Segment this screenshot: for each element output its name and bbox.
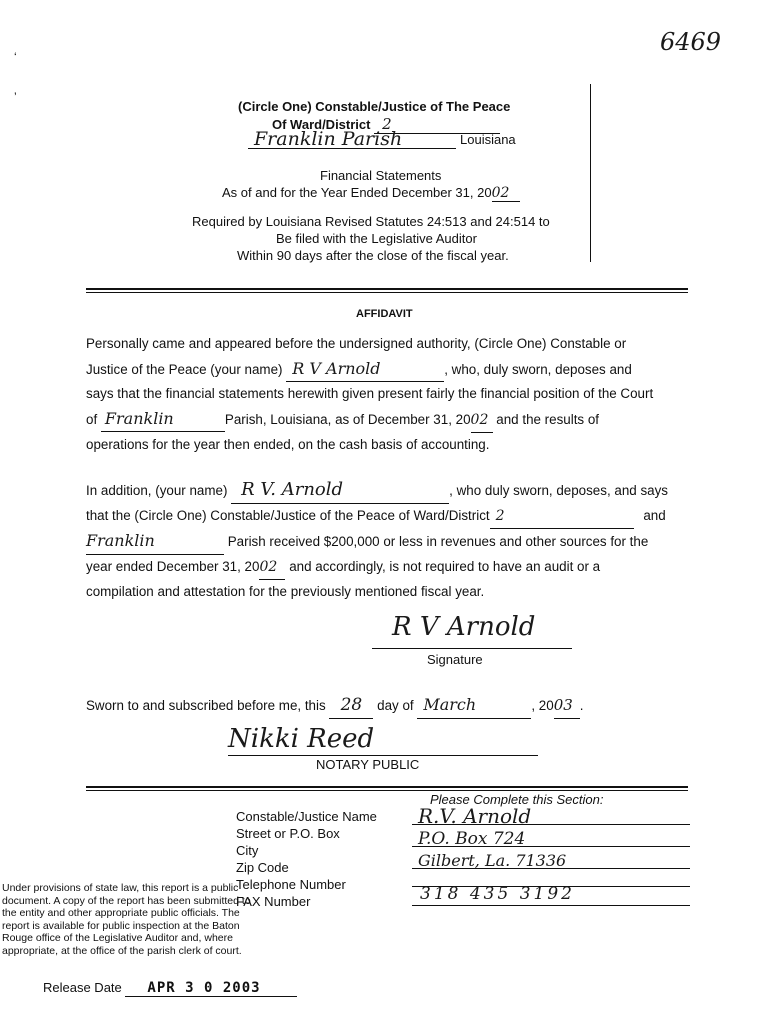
ward-value: 2 <box>374 115 500 134</box>
notary-signature: Nikki Reed <box>228 724 375 754</box>
divider-top <box>86 288 688 290</box>
parish-line <box>248 128 456 149</box>
p1-line-1: Personally came and appeared before the undersigned authority, (Circle One) Constable or <box>86 336 627 351</box>
label-name: Constable/Justice Name <box>236 809 377 824</box>
p2-line-5: compilation and attestation for the previously mentioned fiscal year. <box>86 584 485 599</box>
p1-year-value: 02 <box>471 408 493 434</box>
statute-line-2: Be filed with the Legislative Auditor <box>276 231 477 246</box>
notary-label: NOTARY PUBLIC <box>316 757 420 772</box>
signature-value: R V Arnold <box>392 612 536 642</box>
affidavit-paragraph-2 <box>86 478 696 605</box>
p1-line-5: operations for the year then ended, on the cash basis of accounting. <box>86 437 490 452</box>
p2-parish-value: Franklin <box>86 529 224 555</box>
p1-parish-value: Franklin <box>101 407 225 433</box>
value-street: P.O. Box 724 <box>418 829 526 849</box>
sworn-year-value: 03 <box>554 693 580 719</box>
label-street: Street or P.O. Box <box>236 826 340 841</box>
divider-bottom-thin <box>86 790 688 791</box>
affidavit-paragraph-1 <box>86 332 696 458</box>
state-label: Louisiana <box>460 132 516 147</box>
contact-heading: Please Complete this Section: <box>430 792 604 807</box>
signature-label: Signature <box>427 652 483 667</box>
divider-top-thin <box>86 292 688 293</box>
notary-line <box>228 755 538 756</box>
p2-line-2: that the (Circle One) Constable/Justice of the Peace of Ward/District 2 and <box>86 504 696 530</box>
p2-line-4: year ended December 31, 2002 and accordingly, is not required to have an audit or a <box>86 555 696 581</box>
header-bracket <box>590 84 591 262</box>
public-document-note <box>2 882 302 957</box>
release-date-value: APR 3 0 2003 <box>125 980 297 997</box>
note-line-2: document. A copy of the report has been submitted to <box>2 894 251 907</box>
p2-name-value: R V. Arnold <box>231 478 449 504</box>
p1-line-2: Justice of the Peace (your name) R V Arnold , who, duly sworn, deposes and <box>86 357 696 383</box>
statute-line-1: Required by Louisiana Revised Statutes 24:513 and 24:514 to <box>192 214 550 229</box>
scan-mark: ‘ <box>14 50 17 64</box>
release-date-row <box>43 980 297 997</box>
fs-title: Financial Statements <box>320 168 442 183</box>
release-date-label: Release Date <box>43 980 122 995</box>
label-zip: Zip Code <box>236 860 289 875</box>
value-city: Gilbert, La. 71336 <box>418 851 567 870</box>
scan-mark: ’ <box>14 90 17 104</box>
parish-value: Franklin Parish <box>254 128 403 150</box>
note-line-6: appropriate, at the office of the parish clerk of court. <box>2 944 242 957</box>
p2-line-1: In addition, (your name) R V. Arnold , who duly sworn, deposes, and says <box>86 478 696 504</box>
p1-name-value: R V Arnold <box>286 357 444 383</box>
note-line-4: report is available for public inspection at the Baton <box>2 919 240 932</box>
fs-year-line: As of and for the Year Ended December 31, 2002 <box>222 185 520 202</box>
sworn-day-value: 28 <box>329 693 373 719</box>
note-line-5: Rouge office of the Legislative Auditor and, where <box>2 932 233 944</box>
value-name: R.V. Arnold <box>418 804 532 828</box>
value-line-telephone <box>412 905 690 906</box>
document-number: 6469 <box>660 28 722 56</box>
value-telephone: 318 435 3192 <box>420 884 575 904</box>
sworn-month-value: March <box>417 693 531 719</box>
divider-bottom <box>86 786 688 788</box>
header-ward-label: Of Ward/District 2 <box>272 115 500 134</box>
p1-line-4: of Franklin Parish, Louisiana, as of December 31, 2002 and the results of <box>86 407 696 434</box>
affidavit-title: AFFIDAVIT <box>356 308 413 320</box>
label-telephone: Telephone Number <box>236 877 346 892</box>
p1-line-3: says that the financial statements herewith given present fairly the financial position of the Court <box>86 386 654 401</box>
signature-line <box>372 648 572 649</box>
p2-ward-value: 2 <box>490 504 634 530</box>
header-office: (Circle One) Constable/Justice of The Peace <box>238 99 511 114</box>
note-line-1: Under provisions of state law, this report is a public <box>2 882 239 894</box>
label-fax: FAX Number <box>236 894 311 909</box>
statute-line-3: Within 90 days after the close of the fiscal year. <box>237 248 509 263</box>
p2-year-value: 02 <box>259 555 285 581</box>
note-line-3: the entity and other appropriate public officials. The <box>2 907 240 919</box>
label-city: City <box>236 843 259 858</box>
sworn-line: Sworn to and subscribed before me, this 28 day of March , 2003 . <box>86 693 706 719</box>
p2-line-3: Franklin Parish received $200,000 or less in revenues and other sources for the <box>86 529 696 555</box>
fs-year-value: 02 <box>492 185 520 202</box>
